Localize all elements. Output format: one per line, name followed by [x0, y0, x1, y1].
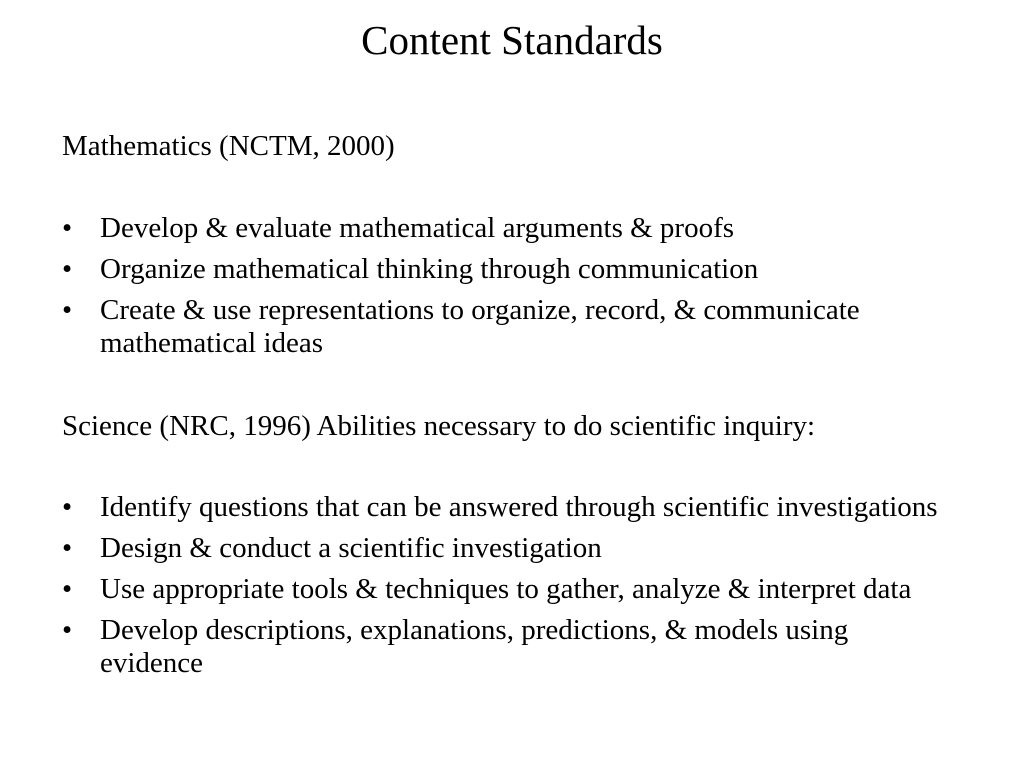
list-item — [62, 491, 942, 524]
list-item-text: Create & use representations to organize, record, & communicate mathematical ideas — [100, 294, 860, 359]
section-heading-mathematics: Mathematics (NCTM, 2000) — [62, 130, 395, 162]
mathematics-standards-list — [62, 212, 942, 368]
bullet-icon: • — [62, 294, 73, 326]
list-item — [62, 294, 942, 360]
slide-title: Content Standards — [361, 17, 663, 63]
bullet-icon: • — [62, 532, 73, 564]
list-item — [62, 212, 942, 245]
list-item-text: Identify questions that can be answered through scientific investigations — [100, 491, 938, 523]
list-item-text: Develop & evaluate mathematical arguments & proofs — [100, 212, 735, 244]
list-item — [62, 573, 942, 606]
bullet-icon: • — [62, 614, 73, 646]
bullet-icon: • — [62, 573, 73, 605]
list-item-text: Design & conduct a scientific investigation — [100, 532, 602, 564]
list-item-text: Use appropriate tools & techniques to gather, analyze & interpret data — [100, 573, 912, 605]
bullet-icon: • — [62, 253, 73, 285]
list-item — [62, 614, 942, 680]
section-heading-science: Science (NRC, 1996) Abilities necessary to do scientific inquiry: — [62, 410, 816, 442]
list-item-text: Develop descriptions, explanations, predictions, & models using evidence — [100, 614, 849, 679]
bullet-icon: • — [62, 212, 73, 244]
list-item — [62, 253, 942, 286]
science-standards-list — [62, 491, 942, 688]
bullet-icon: • — [62, 491, 73, 523]
list-item — [62, 532, 942, 565]
list-item-text: Organize mathematical thinking through communication — [100, 253, 759, 285]
